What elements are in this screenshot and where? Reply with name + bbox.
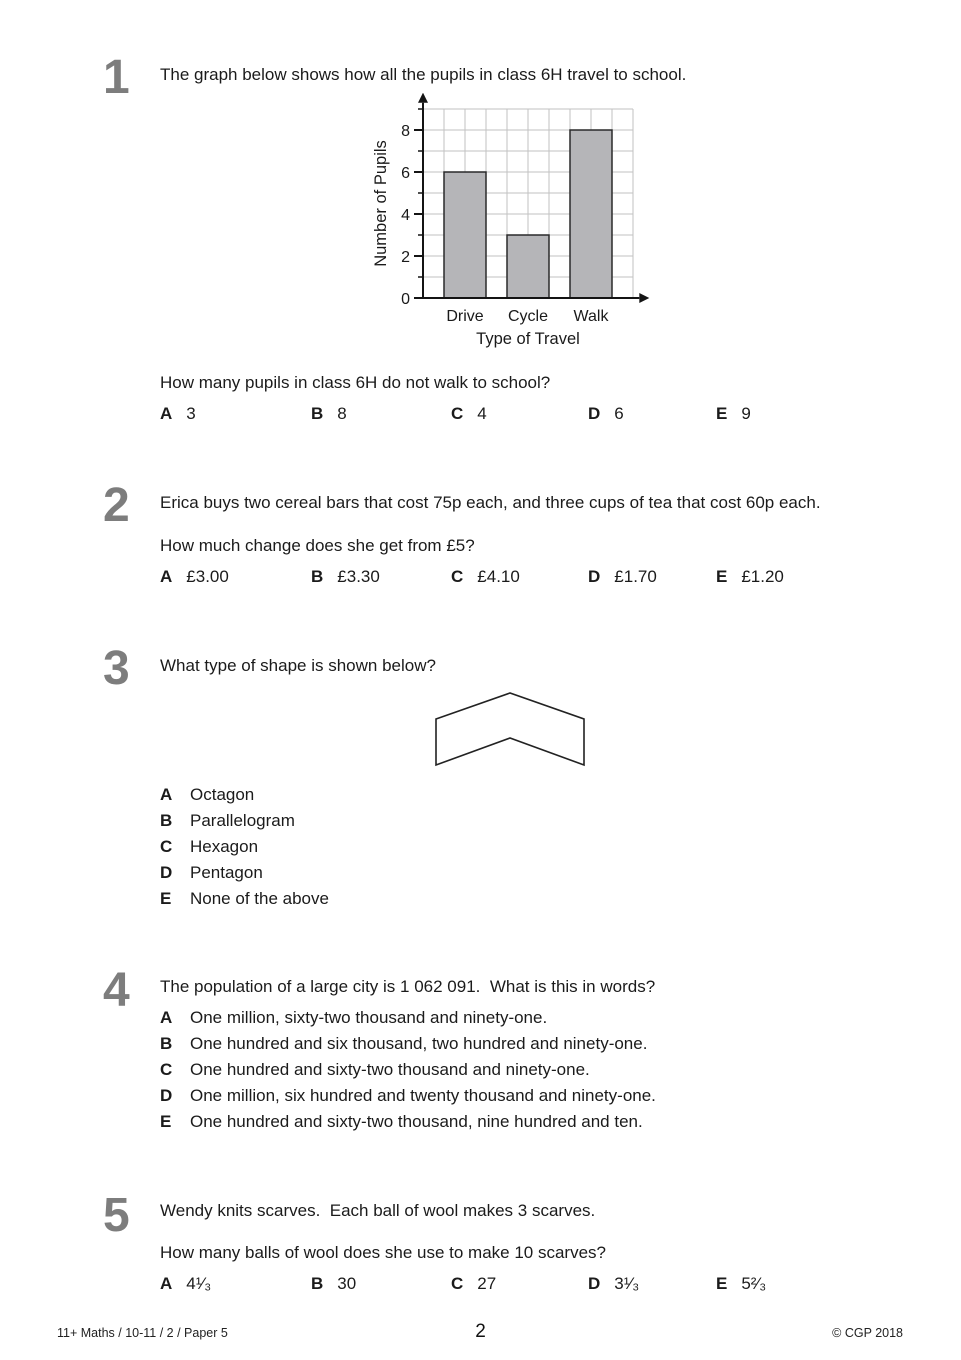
- footer-paper-reference: 11+ Maths / 10-11 / 2 / Paper 5: [57, 1326, 228, 1340]
- question-5-options: [160, 1273, 766, 1295]
- option-e: [716, 566, 784, 588]
- option-a: [160, 1005, 656, 1031]
- option-value: 3: [186, 404, 196, 423]
- option-letter: D: [588, 1274, 601, 1293]
- option-letter: E: [160, 889, 172, 908]
- option-value: 3¹⁄₃: [614, 1274, 640, 1293]
- option-a: [160, 566, 311, 588]
- option-a: [160, 782, 329, 808]
- option-letter: D: [160, 1086, 173, 1105]
- svg-text:Drive: Drive: [446, 308, 484, 325]
- option-value: £3.00: [186, 567, 229, 586]
- option-letter: D: [588, 404, 601, 423]
- question-1-intro: The graph below shows how all the pupils in class 6H travel to school.: [160, 65, 687, 84]
- option-letter: B: [311, 1274, 324, 1293]
- option-letter: E: [716, 404, 728, 423]
- option-c: [160, 1057, 656, 1083]
- travel-bar-chart: [350, 93, 670, 355]
- option-d: [160, 1083, 656, 1109]
- question-3-number: 3: [103, 642, 130, 695]
- option-b: [311, 403, 451, 425]
- question-4-text: The population of a large city is 1 062 091. What is this in words?: [160, 977, 656, 996]
- footer-copyright: © CGP 2018: [832, 1326, 903, 1340]
- option-c: [160, 834, 329, 860]
- option-e: [160, 886, 329, 912]
- question-2-number: 2: [103, 479, 130, 532]
- option-b: [311, 566, 451, 588]
- option-c: [451, 403, 588, 425]
- option-value: One million, six hundred and twenty thousand and ninety-one.: [190, 1086, 656, 1105]
- option-b: [160, 808, 329, 834]
- option-c: [451, 1273, 588, 1295]
- question-2-intro: Erica buys two cereal bars that cost 75p each, and three cups of tea that cost 60p each.: [160, 493, 821, 512]
- option-value: One hundred and sixty-two thousand, nine hundred and ten.: [190, 1112, 643, 1131]
- option-value: One hundred and six thousand, two hundred and ninety-one.: [190, 1034, 648, 1053]
- option-value: 4: [477, 404, 487, 423]
- option-e: [716, 1273, 766, 1295]
- option-value: 8: [337, 404, 347, 423]
- option-letter: B: [160, 811, 173, 830]
- svg-text:Cycle: Cycle: [507, 308, 549, 325]
- svg-text:Walk: Walk: [573, 308, 609, 325]
- chevron-polygon: [436, 693, 584, 765]
- option-value: £4.10: [477, 567, 520, 586]
- option-b: [160, 1031, 656, 1057]
- option-letter: A: [160, 785, 173, 804]
- option-letter: E: [716, 1274, 728, 1293]
- option-d: [588, 1273, 716, 1295]
- option-value: 4¹⁄₃: [186, 1274, 212, 1293]
- option-letter: A: [160, 1274, 173, 1293]
- option-b: [311, 1273, 451, 1295]
- option-letter: C: [451, 567, 464, 586]
- svg-text:2: 2: [401, 249, 410, 266]
- option-value: 6: [614, 404, 624, 423]
- option-letter: C: [451, 404, 464, 423]
- svg-text:8: 8: [401, 123, 410, 140]
- option-value: £1.70: [614, 567, 657, 586]
- chevron-shape: [430, 686, 592, 774]
- question-1-text: How many pupils in class 6H do not walk to school?: [160, 373, 551, 392]
- question-3-text: What type of shape is shown below?: [160, 656, 436, 675]
- option-letter: A: [160, 1008, 173, 1027]
- question-2-text: How much change does she get from £5?: [160, 536, 475, 555]
- option-value: 9: [741, 404, 751, 423]
- option-value: Octagon: [190, 785, 255, 804]
- question-1-number: 1: [103, 51, 130, 104]
- option-letter: D: [588, 567, 601, 586]
- option-value: 30: [337, 1274, 357, 1293]
- option-letter: A: [160, 404, 173, 423]
- option-c: [451, 566, 588, 588]
- option-value: One hundred and sixty-two thousand and ninety-one.: [190, 1060, 590, 1079]
- question-5-intro: Wendy knits scarves. Each ball of wool makes 3 scarves.: [160, 1201, 596, 1220]
- option-a: [160, 403, 311, 425]
- option-value: £3.30: [337, 567, 380, 586]
- option-letter: C: [160, 1060, 173, 1079]
- question-5-text: How many balls of wool does she use to make 10 scarves?: [160, 1243, 607, 1262]
- svg-text:6: 6: [401, 165, 410, 182]
- svg-text:0: 0: [401, 291, 410, 308]
- option-a: [160, 1273, 311, 1295]
- option-e: [160, 1109, 656, 1135]
- option-value: £1.20: [741, 567, 784, 586]
- option-letter: A: [160, 567, 173, 586]
- option-letter: D: [160, 863, 173, 882]
- footer-page-number: 2: [475, 1321, 486, 1342]
- option-d: [588, 403, 716, 425]
- option-letter: B: [160, 1034, 173, 1053]
- svg-text:Type of Travel: Type of Travel: [476, 330, 580, 348]
- option-letter: B: [311, 567, 324, 586]
- question-4-number: 4: [103, 964, 130, 1017]
- question-1-options: [160, 403, 751, 425]
- option-d: [588, 566, 716, 588]
- question-2-options: [160, 566, 784, 588]
- option-letter: C: [160, 837, 173, 856]
- question-4-options: [160, 1005, 656, 1135]
- question-5-number: 5: [103, 1189, 130, 1242]
- question-3-options: [160, 782, 329, 912]
- option-letter: E: [716, 567, 728, 586]
- option-e: [716, 403, 751, 425]
- option-d: [160, 860, 329, 886]
- option-value: Hexagon: [190, 837, 259, 856]
- svg-text:Number of Pupils: Number of Pupils: [372, 140, 390, 267]
- option-value: 5²⁄₃: [741, 1274, 767, 1293]
- option-value: 27: [477, 1274, 497, 1293]
- option-letter: B: [311, 404, 324, 423]
- option-value: None of the above: [190, 889, 329, 908]
- svg-text:4: 4: [401, 207, 410, 224]
- option-letter: C: [451, 1274, 464, 1293]
- option-letter: E: [160, 1112, 172, 1131]
- option-value: Pentagon: [190, 863, 263, 882]
- option-value: Parallelogram: [190, 811, 295, 830]
- option-value: One million, sixty-two thousand and ninety-one.: [190, 1008, 548, 1027]
